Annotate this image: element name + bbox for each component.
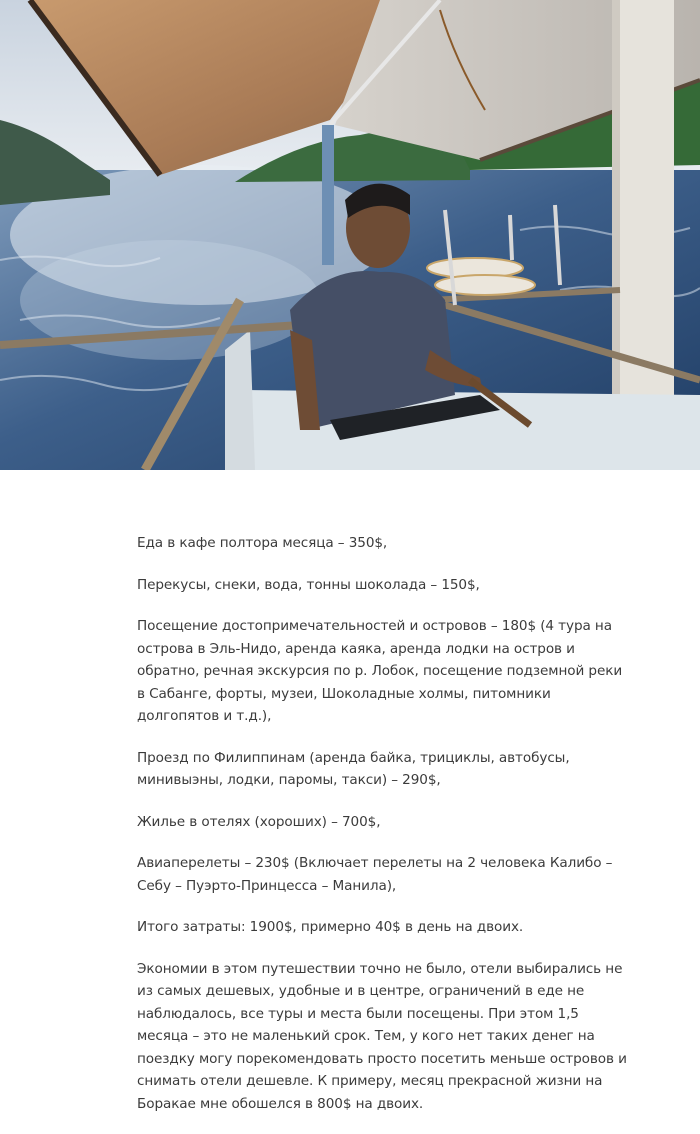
expense-transport: Проезд по Филиппинам (аренда байка, трициклы, автобусы, минивыэны, лодки, паромы, такси) – 290$, [137,749,570,788]
article-body [137,532,627,1134]
summary-paragraph: Экономии в этом путешествии точно не было, отели выбирались не из самых дешевых, удобные и в центре, ограничений в еде не наблюдалось, все туры и места были посещены. При этом 1,5 месяца – это не маленький срок. Тем, у кого нет таких денег на поездку могу порекомендовать просто посетить меньше островов и снимать отели дешевле. К примеру, месяц прекрасной жизни на Боракае мне обошелся в 800$ на двоих. [137,960,627,1112]
expense-hotels: Жилье в отелях (хороших) – 700$, [137,813,381,830]
expense-flights: Авиаперелеты – 230$ (Включает перелеты на 2 человека Калибо – Себу – Пуэрто-Принцесса – Манила), [137,855,613,894]
expense-total: Итого затраты: 1900$, примерно 40$ в день на двоих. [137,919,524,935]
expense-food: Еда в кафе полтора месяца – 350$, [137,535,388,551]
expense-sightseeing: Посещение достопримечательностей и островов – 180$ (4 тура на острова в Эль-Нидо, аренда каяка, аренда лодки на остров и обратно, речная экскурсия по р. Лобок, посещение подземной реки в Сабанге, форты, музеи, Шоколадные холмы, питомники долгопятов и т.д.), [137,618,623,724]
boat-photo [0,0,700,470]
expense-snacks: Перекусы, снеки, вода, тонны шоколада – 150$, [137,576,480,593]
